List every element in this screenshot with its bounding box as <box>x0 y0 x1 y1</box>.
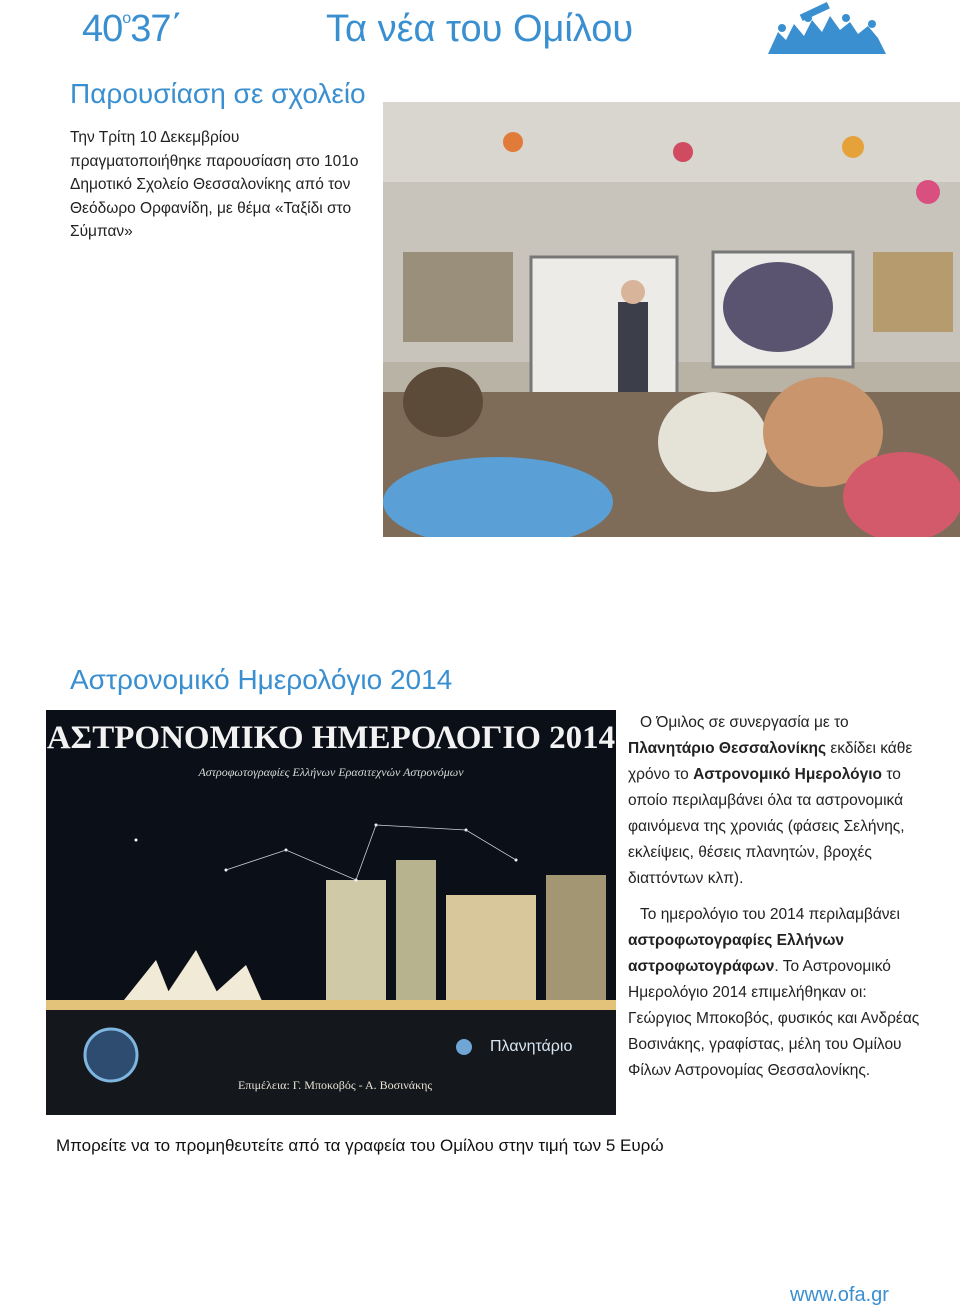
calendar-text <box>628 710 934 1094</box>
page-number: $40^o37΄$ <box>82 8 183 50</box>
calendar-paragraph-1: Ο Όμιλος σε συνεργασία με το Πλανητάριο Θεσσαλονίκης εκδίδει κάθε χρόνο το Αστρονομικό Ημερολόγιο το οποίο περιλαμβάνει όλα τα αστρονομικά φαινόμενα της χρονιάς (φάσεις Σελήνης, εκλείψεις, θέσεις πλανητών, βροχές διαττόντων κλπ). <box>628 714 913 887</box>
calendar-cover-logo: Πλανητάριο <box>490 1038 573 1055</box>
calendar-cover-subtitle: Αστροφωτογραφίες Ελλήνων Ερασιτεχνών Αστρονόμων <box>198 765 464 779</box>
classroom-photo <box>383 102 960 537</box>
presentation-text: Την Τρίτη 10 Δεκεμβρίου πραγματοποιήθηκε παρουσίαση στο 101ο Δημοτικό Σχολείο Θεσσαλονίκης από τον Θεόδωρο Ορφανίδη, με θέμα «Ταξίδι στο Σύμπαν» <box>70 129 359 240</box>
website-link[interactable]: www.ofa.gr <box>790 1284 889 1306</box>
section-title-calendar: Αστρονομικό Ημερολόγιο 2014 <box>70 664 453 695</box>
page-title: Τα νέα του Ομίλου <box>326 8 634 50</box>
calendar-cover-title: ΑΣΤΡΟΝΟΜΙΚΟ ΗΜΕΡΟΛΟΓΙΟ 2014 <box>46 720 616 756</box>
club-logo <box>760 2 890 58</box>
price-note: Μπορείτε να το προμηθευτείτε από τα γραφεία του Ομίλου στην τιμή των 5 Ευρώ <box>56 1136 664 1155</box>
calendar-cover-credit: Επιμέλεια: Γ. Μποκοβός - Α. Βοσινάκης <box>238 1078 433 1092</box>
calendar-paragraph-2: Το ημερολόγιο του 2014 περιλαμβάνει αστροφωτογραφίες Ελλήνων αστροφωτογράφων. Το Αστρονομικό Ημερολόγιο 2014 επιμελήθηκαν οι: Γεώργιος Μποκοβός, φυσικός και Ανδρέας Βοσινάκης, γραφίστας, μέλη του Ομίλου Φίλων Αστρονομίας Θεσσαλονίκης. <box>628 906 920 1079</box>
section-title-presentation: Παρουσίαση σε σχολείο <box>70 78 366 109</box>
